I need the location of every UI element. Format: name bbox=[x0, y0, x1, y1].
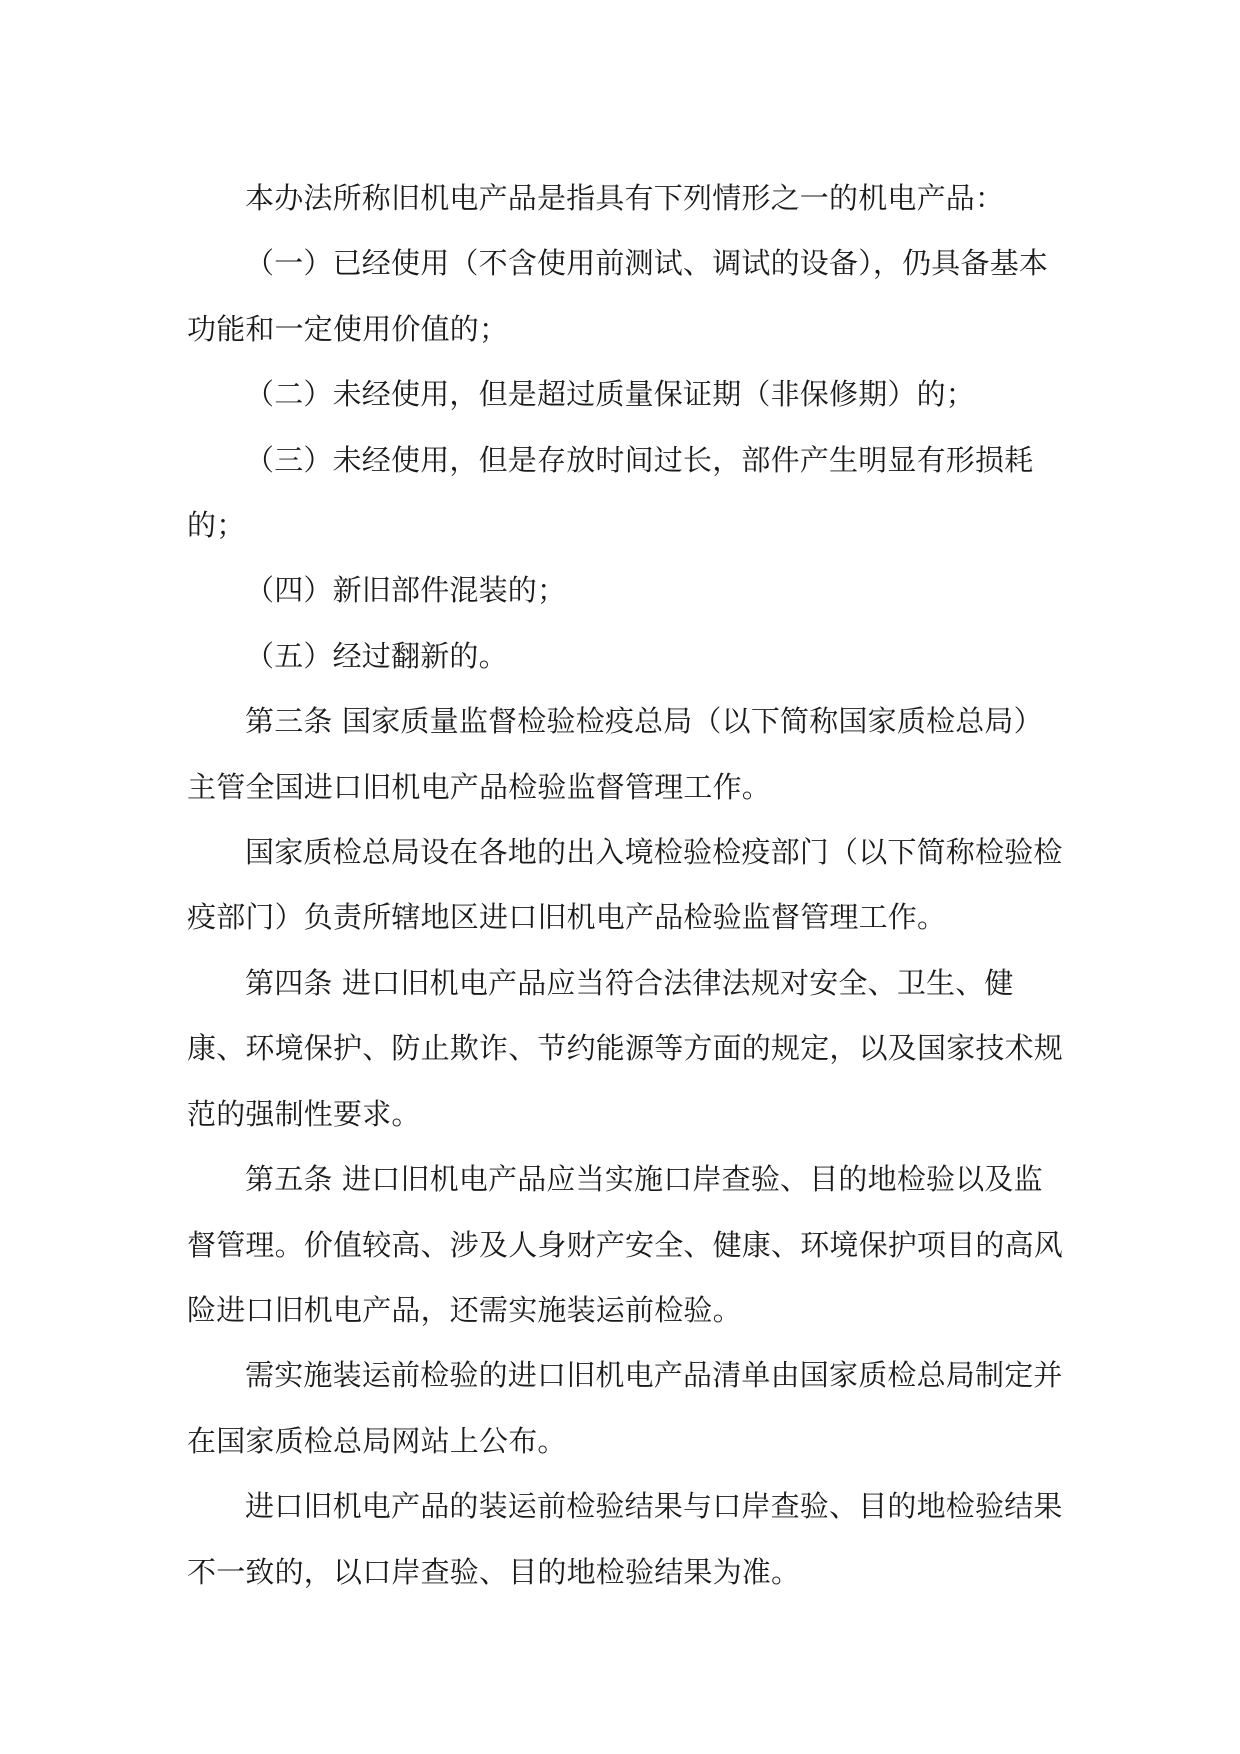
paragraph-article-5: 第五条 进口旧机电产品应当实施口岸查验、目的地检验以及监督管理。价值较高、涉及人身财产安全、健康、环境保护项目的高风险进口旧机电产品，还需实施装运前检验。 bbox=[187, 1162, 1064, 1327]
paragraph-item-5: （五）经过翻新的。 bbox=[245, 638, 508, 673]
paragraph-item-3: （三）未经使用，但是存放时间过长，部件产生明显有形损耗的； bbox=[187, 442, 1034, 543]
paragraph-article-3-detail: 国家质检总局设在各地的出入境检验检疫部门（以下简称检验检疫部门）负责所辖地区进口旧机电产品检验监督管理工作。 bbox=[187, 835, 1063, 935]
paragraph-item-1: （一）已经使用（不含使用前测试、调试的设备），仍具备基本功能和一定使用价值的； bbox=[187, 246, 1049, 346]
paragraph-item-2: （二）未经使用，但是超过质量保证期（非保修期）的； bbox=[245, 377, 976, 412]
paragraph-article-3: 第三条 国家质量监督检验检疫总局（以下简称国家质检总局）主管全国进口旧机电产品检验监督管理工作。 bbox=[187, 704, 1043, 804]
document-body bbox=[187, 166, 1067, 1605]
paragraph-definition: 本办法所称旧机电产品是指具有下列情形之一的机电产品： bbox=[245, 181, 1005, 215]
paragraph-article-4: 第四条 进口旧机电产品应当符合法律法规对安全、卫生、健康、环境保护、防止欺诈、节约能源等方面的规定，以及国家技术规范的强制性要求。 bbox=[187, 965, 1064, 1131]
paragraph-item-4: （四）新旧部件混装的； bbox=[245, 573, 567, 608]
paragraph-article-5-result: 进口旧机电产品的装运前检验结果与口岸查验、目的地检验结果不一致的，以口岸查验、目的地检验结果为准。 bbox=[187, 1489, 1063, 1589]
paragraph-article-5-list: 需实施装运前检验的进口旧机电产品清单由国家质检总局制定并在国家质检总局网站上公布。 bbox=[187, 1358, 1063, 1458]
